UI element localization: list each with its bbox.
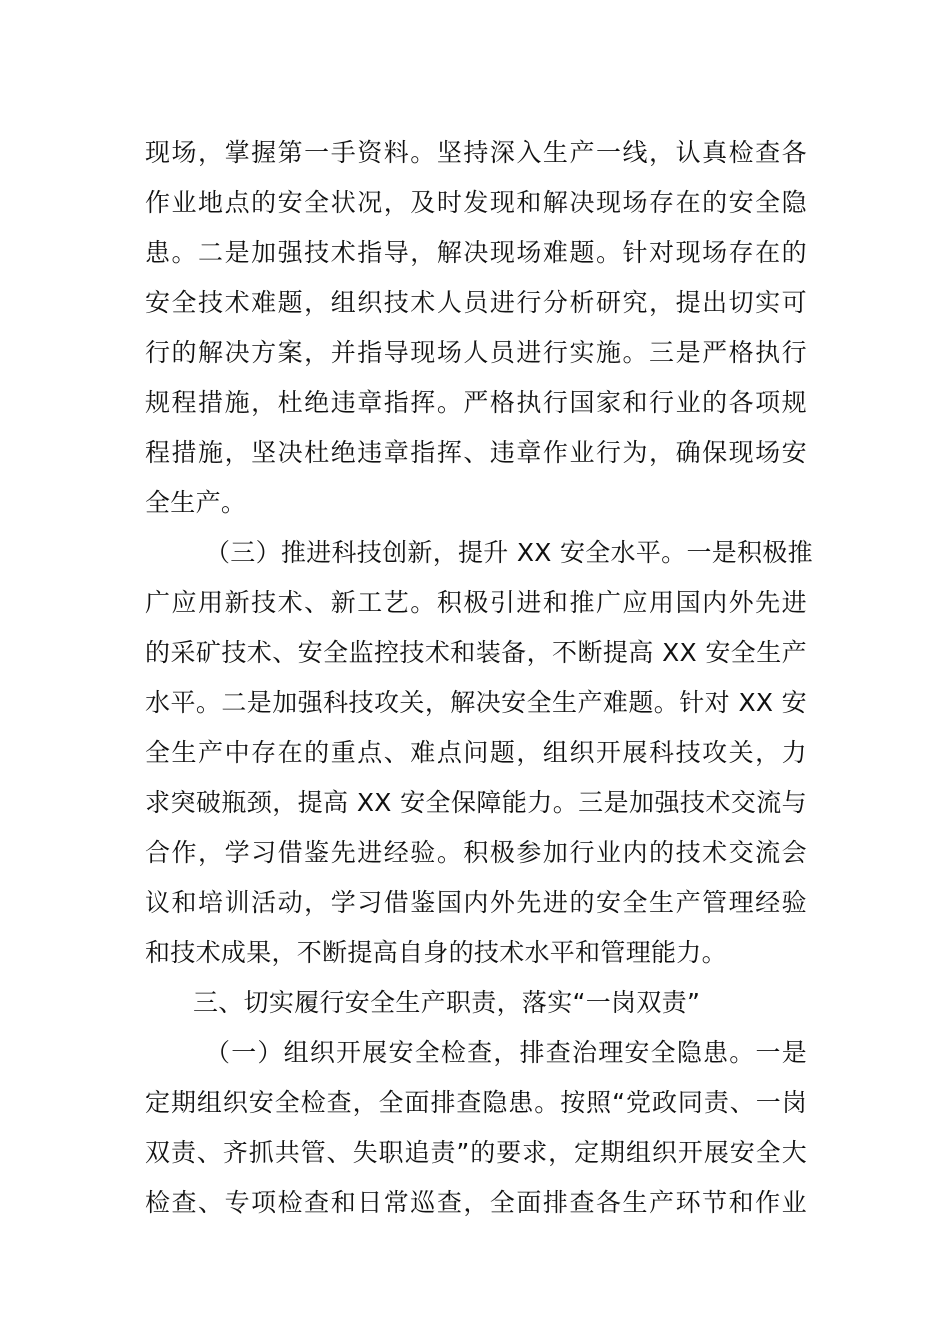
text-line: 求突破瓶颈，提高 XX 安全保障能力。三是加强技术交流与 (145, 788, 807, 817)
text-line: 作业地点的安全状况，及时发现和解决现场存在的安全隐 (145, 188, 807, 217)
text-line: 安全技术难题，组织技术人员进行分析研究，提出切实可 (145, 288, 807, 317)
text-line: 合作，学习借鉴先进经验。积极参加行业内的技术交流会 (145, 838, 807, 867)
text-line: 程措施，坚决杜绝违章指挥、违章作业行为，确保现场安 (145, 438, 807, 467)
text-line: 的采矿技术、安全监控技术和装备，不断提高 XX 安全生产 (145, 638, 807, 667)
text-line: 水平。二是加强科技攻关，解决安全生产难题。针对 XX 安 (145, 688, 807, 717)
subsection-heading-line: （三）推进科技创新，提升 XX 安全水平。一是积极推 (205, 538, 813, 567)
text-line: 行的解决方案，并指导现场人员进行实施。三是严格执行 (145, 338, 807, 367)
text-line: 定期组织安全检查，全面排查隐患。按照“党政同责、一岗 (145, 1088, 807, 1117)
text-line: 现场，掌握第一手资料。坚持深入生产一线，认真检查各 (145, 138, 807, 167)
text-line: 患。二是加强技术指导，解决现场难题。针对现场存在的 (145, 238, 807, 267)
text-line: 议和培训活动，学习借鉴国内外先进的安全生产管理经验 (145, 888, 807, 917)
text-line: 广应用新技术、新工艺。积极引进和推广应用国内外先进 (145, 588, 807, 617)
text-line: 全生产。 (145, 488, 247, 517)
text-line: 和技术成果，不断提高自身的技术水平和管理能力。 (145, 938, 727, 967)
text-line: 检查、专项检查和日常巡查，全面排查各生产环节和作业 (145, 1188, 807, 1217)
section-heading: 三、切实履行安全生产职责，落实“一岗双责” (193, 988, 701, 1017)
text-line: 规程措施，杜绝违章指挥。严格执行国家和行业的各项规 (145, 388, 807, 417)
subsection-heading-line: （一）组织开展安全检查，排查治理安全隐患。一是 (205, 1038, 807, 1067)
text-line: 全生产中存在的重点、难点问题，组织开展科技攻关，力 (145, 738, 807, 767)
text-line: 双责、齐抓共管、失职追责”的要求，定期组织开展安全大 (145, 1138, 807, 1167)
document-body (145, 128, 813, 1228)
